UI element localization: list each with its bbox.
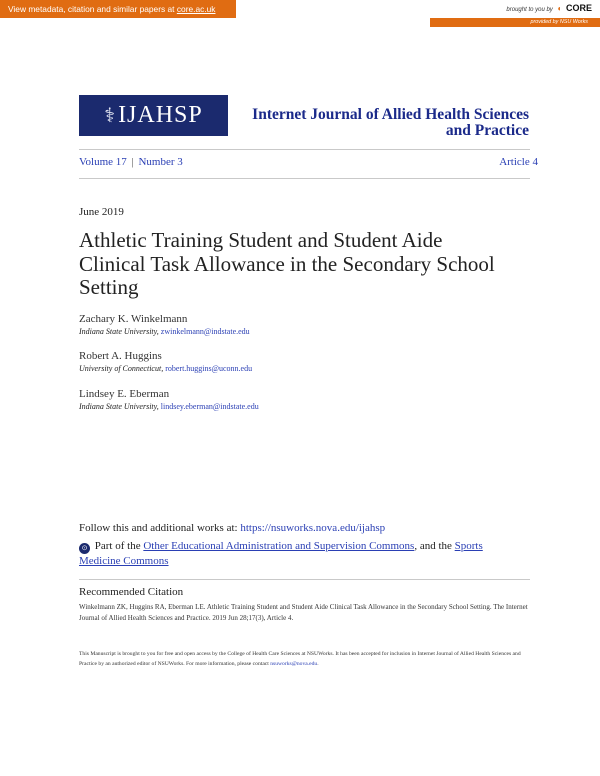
access-notice [79, 649, 531, 669]
part-of-middle: , and the [414, 540, 452, 552]
part-of-line [79, 539, 509, 569]
issue-line [79, 156, 538, 168]
contact-email-link[interactable]: nsuworks@nova.edu [270, 661, 318, 667]
author-name: Robert A. Huggins [79, 350, 162, 362]
citation-divider [79, 579, 530, 580]
article-link[interactable]: Article 4 [499, 156, 538, 168]
core-brought-by[interactable] [506, 3, 592, 13]
paper-title-line3: Setting [79, 275, 139, 299]
paper-title [79, 229, 539, 300]
author-institution: University of Connecticut [79, 364, 162, 373]
part-of-prefix: Part of the [94, 540, 141, 552]
paper-title-line2: Clinical Task Allowance in the Secondary School [79, 251, 495, 276]
recommended-citation-heading: Recommended Citation [79, 586, 184, 598]
author-affiliation: Indiana State University, zwinkelmann@indstate.edu [79, 327, 250, 336]
core-banner [0, 0, 600, 18]
core-brought-text: brought to you by [506, 7, 553, 13]
follow-text: Follow this and additional works at: [79, 522, 238, 534]
journal-logo-text: IJAHSP [118, 102, 203, 128]
journal-title[interactable] [209, 107, 529, 139]
recommended-citation-text: Winkelmann ZK, Huggins RA, Eberman LE. Athletic Training Student and Student Aide Clinical Task Allowance in the Secondary School Setting. The Internet Journal of Allied Health Sciences and Practice. 2019 Jun 28;17(3), Article 4. [79, 603, 528, 622]
author-affiliation: Indiana State University, lindsey.eberman@indstate.edu [79, 402, 259, 411]
open-access-icon: ⊙ [79, 543, 90, 554]
core-metadata-text: View metadata, citation and similar papers at [8, 4, 175, 14]
author-email-link[interactable]: zwinkelmann@indstate.edu [160, 327, 250, 336]
header-divider-bottom [79, 178, 530, 179]
access-notice-text: This Manuscript is brought to you for free and open access by the College of Health Care Sciences at NSUWorks. It has been accepted for inclusion in Internet Journal of Allied Health Sciences and Practice by an authorized editor of NSUWorks. For more information, please contact [79, 651, 521, 667]
author-institution: Indiana State University [79, 402, 157, 411]
author-email-link[interactable]: robert.huggins@uconn.edu [165, 364, 253, 373]
core-logo: CORE [565, 3, 592, 13]
author-name: Lindsey E. Eberman [79, 388, 170, 400]
publication-date: June 2019 [79, 206, 124, 218]
core-metadata-bar[interactable] [0, 0, 236, 18]
journal-title-line2: and Practice [445, 122, 529, 139]
author-email-link[interactable]: lindsey.eberman@indstate.edu [160, 402, 259, 411]
follow-line [79, 522, 385, 534]
follow-link[interactable]: https://nsuworks.nova.edu/ijahsp [240, 522, 386, 534]
commons-link-sports-medicine[interactable]: Sports Medicine Commons [79, 540, 483, 567]
core-provided-by[interactable]: provided by NSU Works [430, 18, 600, 27]
access-notice-end: . [317, 661, 319, 667]
core-link[interactable]: core.ac.uk [176, 4, 216, 14]
paper-title-line1: Athletic Training Student and Student Aide [79, 228, 443, 252]
core-logo-icon: ◐ [557, 4, 563, 13]
caduceus-icon: ⚕ [104, 105, 117, 127]
author-institution: Indiana State University [79, 327, 157, 336]
journal-logo[interactable] [79, 95, 228, 136]
journal-title-line1: Internet Journal of Allied Health Sciences [252, 106, 529, 123]
number-link[interactable]: Number 3 [138, 156, 183, 168]
author-affiliation: University of Connecticut, robert.huggins@uconn.edu [79, 364, 253, 373]
volume-link[interactable]: Volume 17 [79, 156, 127, 168]
header-divider-top [79, 149, 530, 150]
issue-separator: | [131, 156, 134, 168]
commons-link-education[interactable]: Other Educational Administration and Supervision Commons [143, 540, 415, 552]
author-name: Zachary K. Winkelmann [79, 313, 188, 325]
